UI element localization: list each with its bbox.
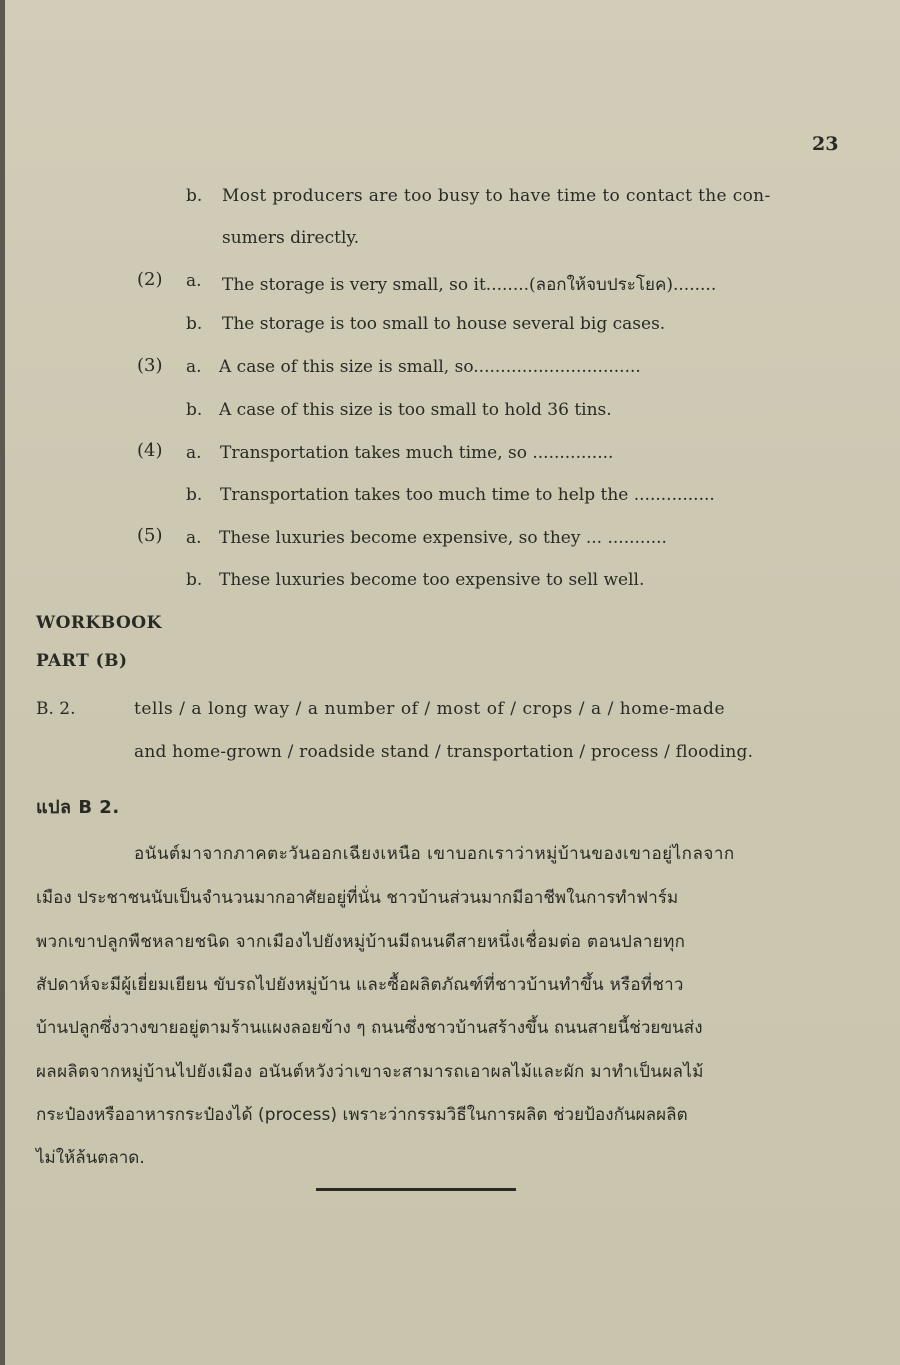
thai-line: กระป๋องหรืออาหารกระป๋องได้ (process) เพราะว่ากรรมวิธีในการผลิต ช่วยป้องกันผลผลิต bbox=[36, 1105, 688, 1125]
thai-line: ผลผลิตจากหมู่บ้านไปยังเมือง อนันต์หวังว่าเขาจะสามารถเอาผลไม้และผัก มาทำเป็นผลไม้ bbox=[36, 1062, 704, 1082]
binding-edge bbox=[0, 0, 5, 1365]
item-text: These luxuries become too expensive to sell well. bbox=[219, 570, 645, 590]
item-letter: b. bbox=[186, 485, 203, 505]
item-text: Most producers are too busy to have time to contact the con- bbox=[222, 186, 771, 206]
item-letter: b. bbox=[186, 186, 203, 206]
closing-rule bbox=[316, 1188, 516, 1191]
item-text: The storage is too small to house several big cases. bbox=[222, 314, 666, 334]
part-heading: PART (B) bbox=[36, 651, 128, 671]
item-letter: b. bbox=[186, 400, 203, 420]
item-text: A case of this size is small, so............................... bbox=[219, 357, 641, 377]
item-text: A case of this size is too small to hold 36 tins. bbox=[219, 400, 612, 420]
b2-line: and home-grown / roadside stand / transportation / process / flooding. bbox=[134, 742, 754, 762]
thai-line: สัปดาห์จะมีผู้เยี่ยมเยียน ขับรถไปยังหมู่บ้าน และซื้อผลิตภัณฑ์ที่ชาวบ้านทำขึ้น หรือที่ชาว bbox=[36, 975, 684, 995]
item-number: (3) bbox=[137, 355, 163, 376]
page-number: 23 bbox=[812, 133, 839, 155]
item-letter: b. bbox=[186, 314, 203, 334]
item-letter: a. bbox=[186, 271, 202, 291]
b2-line: tells / a long way / a number of / most of / crops / a / home-made bbox=[134, 699, 726, 719]
item-letter: a. bbox=[186, 357, 202, 377]
item-text: Transportation takes much time, so ............... bbox=[220, 443, 614, 463]
b2-label: B. 2. bbox=[36, 699, 76, 719]
item-number: (5) bbox=[137, 525, 163, 546]
item-letter: a. bbox=[186, 528, 202, 548]
item-letter: a. bbox=[186, 443, 202, 463]
thai-line: อนันต์มาจากภาคตะวันออกเฉียงเหนือ เขาบอกเราว่าหมู่บ้านของเขาอยู่ไกลจาก bbox=[134, 844, 735, 864]
item-text: These luxuries become expensive, so they ... ........... bbox=[219, 528, 667, 548]
translation-heading: แปล B 2. bbox=[36, 797, 120, 818]
item-text: Transportation takes too much time to help the ............... bbox=[220, 485, 715, 505]
thai-line: พวกเขาปลูกพืชหลายชนิด จากเมืองไปยังหมู่บ้านมีถนนดีสายหนึ่งเชื่อมต่อ ตอนปลายทุก bbox=[36, 932, 686, 952]
item-text: sumers directly. bbox=[222, 228, 360, 248]
item-text: The storage is very small, so it........(ลอกให้จบประโยค)........ bbox=[222, 275, 717, 295]
thai-line: เมือง ประชาชนนับเป็นจำนวนมากอาศัยอยู่ที่นั่น ชาวบ้านส่วนมากมีอาชีพในการทำฟาร์ม bbox=[36, 888, 679, 908]
workbook-heading: WORKBOOK bbox=[36, 613, 162, 633]
item-number: (2) bbox=[137, 269, 163, 290]
thai-line: บ้านปลูกซึ่งวางขายอยู่ตามร้านแผงลอยข้าง ๆ ถนนซึ่งชาวบ้านสร้างขึ้น ถนนสายนี้ช่วยขนส่ง bbox=[36, 1018, 703, 1038]
item-number: (4) bbox=[137, 440, 163, 461]
thai-line: ไม่ให้ล้นตลาด. bbox=[36, 1148, 145, 1168]
item-letter: b. bbox=[186, 570, 203, 590]
